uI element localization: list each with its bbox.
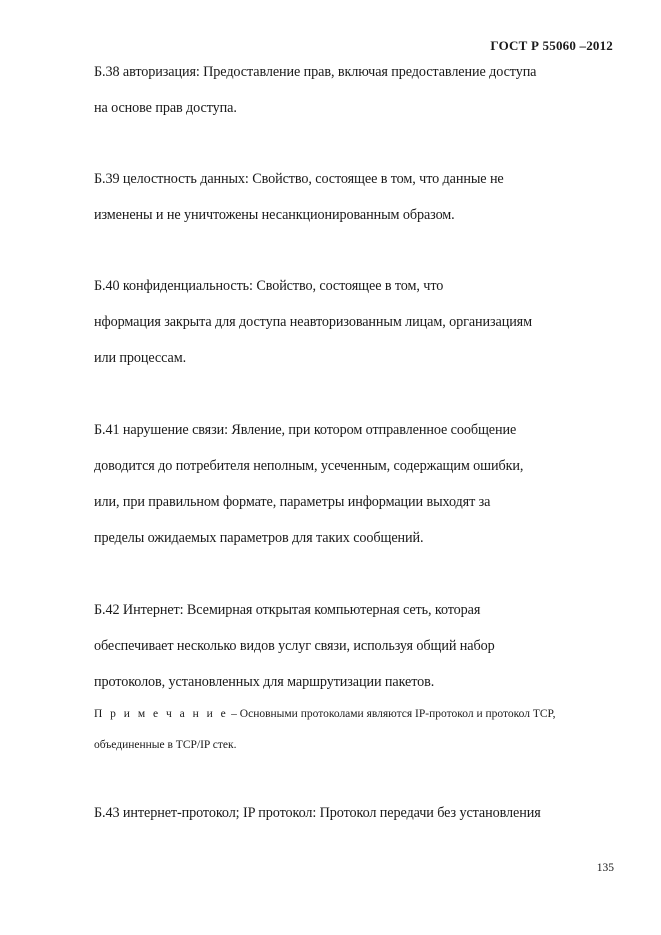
text-line-b39-2: изменены и не уничтожены несанкционированным образом.: [94, 207, 455, 223]
text-line-b42-2: обеспечивает несколько видов услуг связи, используя общий набор: [94, 638, 495, 654]
note-line-2: объединенные в TCP/IP стек.: [94, 739, 237, 751]
text-line-b42-1: Б.42 Интернет: Всемирная открытая компьютерная сеть, которая: [94, 602, 481, 618]
page-number: 135: [596, 862, 614, 874]
text-line-b40-2: нформация закрыта для доступа неавторизованным лицам, организациям: [94, 314, 532, 330]
text-line-b40-3: или процессам.: [94, 350, 187, 366]
note-label: П р и м е ч а н и е: [94, 708, 229, 720]
document-code-header: ГОСТ Р 55060 –2012: [490, 38, 613, 53]
text-line-b43-1: Б.43 интернет-протокол; IP протокол: Протокол передачи без установления: [94, 805, 541, 821]
text-line-b39-1: Б.39 целостность данных: Свойство, состоящее в том, что данные не: [94, 171, 504, 187]
text-line-b38-1: Б.38 авторизация: Предоставление прав, включая предоставление доступа: [94, 64, 537, 80]
note-line-1: [94, 708, 556, 720]
text-line-b42-3: протоколов, установленных для маршрутизации пакетов.: [94, 674, 435, 690]
text-line-b41-4: пределы ожидаемых параметров для таких сообщений.: [94, 530, 424, 546]
text-line-b41-2: доводится до потребителя неполным, усеченным, содержащим ошибки,: [94, 458, 524, 474]
text-line-b38-2: на основе прав доступа.: [94, 100, 237, 116]
text-line-b41-3: или, при правильном формате, параметры информации выходят за: [94, 494, 491, 510]
note-text-1: – Основными протоколами являются IP-протокол и протокол TCP,: [228, 708, 556, 720]
text-line-b41-1: Б.41 нарушение связи: Явление, при котором отправленное сообщение: [94, 422, 517, 438]
text-line-b40-1: Б.40 конфиденциальность: Свойство, состоящее в том, что: [94, 278, 444, 294]
